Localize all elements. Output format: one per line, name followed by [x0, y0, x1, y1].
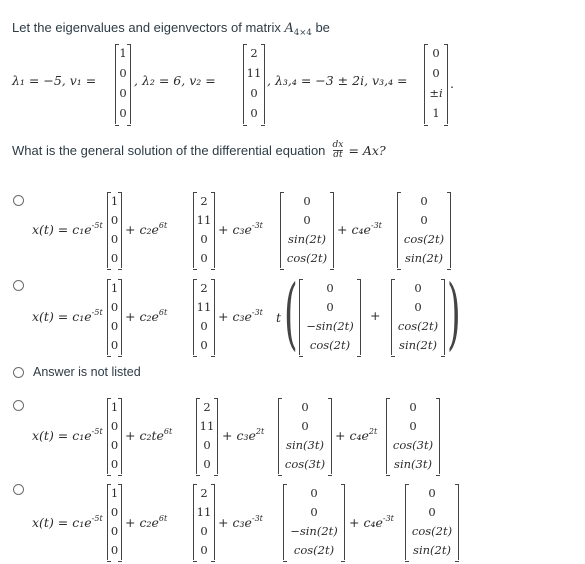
option-5-term3: + $c_3e^{-3t}$ [218, 514, 263, 530]
option-4-term3: + $c_3e^{2t}$ [222, 427, 265, 443]
option-2-close-paren: ) [447, 269, 461, 359]
option-1-radio[interactable] [13, 195, 24, 206]
lambda2-label: , λ₂ = 6, v₂ = [134, 73, 216, 88]
period: . [450, 76, 454, 91]
option-2-plus: + [370, 308, 381, 323]
option-5-v1: 1 0 0 0 [107, 484, 122, 560]
eigenvector-v1: 1 0 0 0 [115, 44, 131, 124]
option-2-v1: 1 0 0 0 [107, 279, 122, 355]
option-1-v4: 0 0 cos(2t) sin(2t) [397, 192, 451, 268]
option-1-v1: 1 0 0 0 [107, 192, 122, 268]
option-5-radio[interactable] [13, 484, 24, 495]
lambda1-label: λ₁ = −5, v₁ = [12, 73, 97, 88]
eigenvector-v2: 2 11 0 0 [243, 44, 265, 124]
option-2-open-paren: ( [284, 269, 298, 359]
option-5-term4: + $c_4e^{-3t}$ [349, 514, 394, 530]
option-4-v4: 0 0 cos(3t) sin(3t) [386, 398, 440, 474]
option-2-v2: 2 11 0 0 [193, 279, 215, 355]
lambda34-label: , λ₃,₄ = −3 ± 2i, v₃,₄ = [267, 73, 408, 88]
option-1-term3: + $c_3e^{-3t}$ [218, 221, 263, 237]
option-2-lead: $x(t) = c_1e^{-5t}$ [32, 308, 103, 324]
option-1-term2: + $c_2e^{6t}$ [125, 221, 168, 237]
option-5-v3: 0 0 −sin(2t) cos(2t) [283, 484, 345, 560]
option-2-v4: 0 0 cos(2t) sin(2t) [391, 279, 445, 355]
option-3-radio[interactable] [13, 367, 24, 378]
ode-rhs: = Ax? [348, 143, 386, 158]
option-1-v3: 0 0 sin(2t) cos(2t) [280, 192, 334, 268]
option-5-lead: $x(t) = c_1e^{-5t}$ [32, 514, 103, 530]
option-4-v1: 1 0 0 0 [107, 398, 122, 474]
option-5-term2: + $c_2e^{6t}$ [125, 514, 168, 530]
option-2-term2: + $c_2e^{6t}$ [125, 308, 168, 324]
option-3-text: Answer is not listed [33, 365, 141, 379]
question-intro [12, 20, 330, 38]
option-4-radio[interactable] [13, 400, 24, 411]
ode-fraction: $\frac{dx}{dt}$ [332, 140, 344, 160]
option-1-term4: + $c_4e^{-3t}$ [337, 221, 382, 237]
option-4-lead: $x(t) = c_1e^{-5t}$ [32, 427, 103, 443]
prompt-text: Let the eigenvalues and eigenvectors of matrix [12, 20, 281, 35]
option-2-t-variable: t [276, 310, 282, 325]
option-4-v2: 2 11 0 0 [196, 398, 218, 474]
option-4-term2: + $c_2te^{6t}$ [125, 427, 173, 443]
matrix-name: $A_{4\times 4}$ [284, 21, 312, 38]
prompt-end: be [315, 20, 330, 35]
question-ask [12, 140, 386, 160]
option-4-v3: 0 0 sin(3t) cos(3t) [278, 398, 332, 474]
option-1-lead: $x(t) = c_1e^{-5t}$ [32, 221, 103, 237]
eigenvector-v34: 0 0 ±i 1 [424, 44, 448, 124]
option-2-v3: 0 0 −sin(2t) cos(2t) [299, 279, 361, 355]
option-2-term3: + $c_3e^{-3t}$ [218, 308, 263, 324]
option-5-v4: 0 0 cos(2t) sin(2t) [405, 484, 459, 560]
option-4-term4: + $c_4e^{2t}$ [335, 427, 378, 443]
option-2-radio[interactable] [13, 280, 24, 291]
ask-text: What is the general solution of the differential equation [12, 143, 326, 158]
option-5-v2: 2 11 0 0 [193, 484, 215, 560]
option-1-v2: 2 11 0 0 [193, 192, 215, 268]
